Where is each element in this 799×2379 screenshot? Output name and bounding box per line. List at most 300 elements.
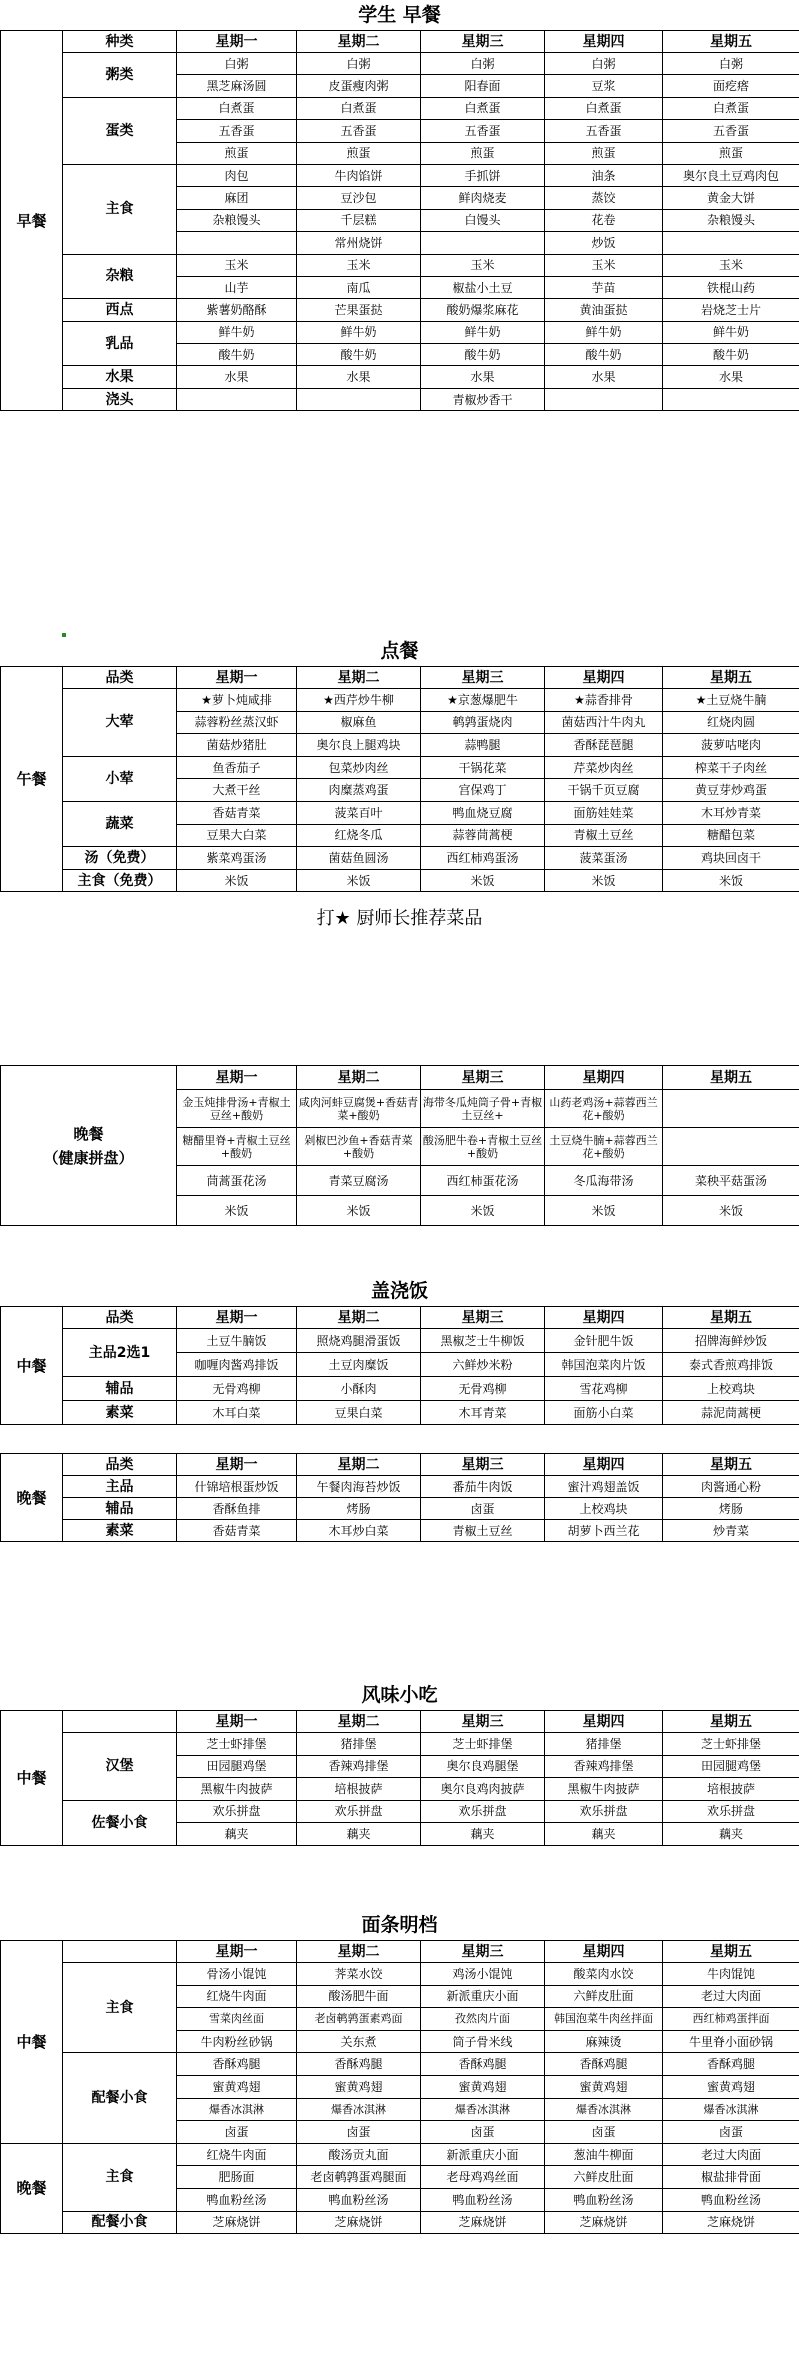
dish-cell: 常州烧饼 xyxy=(297,232,421,254)
dish-cell: 老母鸡鸡丝面 xyxy=(421,2166,545,2189)
dish-cell: 爆香冰淇淋 xyxy=(177,2098,297,2121)
dish-cell: 孜然肉片面 xyxy=(421,2008,545,2031)
order-section xyxy=(0,636,799,934)
dish-cell: 肉包 xyxy=(177,164,297,186)
dish-cell: 手抓饼 xyxy=(421,164,545,186)
table-row xyxy=(1,254,799,276)
category-label: 乳品 xyxy=(63,321,177,366)
category-label: 主食 xyxy=(63,1963,177,2053)
dish-cell: 紫菜鸡蛋汤 xyxy=(177,847,297,870)
dish-cell: 煎蛋 xyxy=(545,142,663,164)
dish-cell: 酸牛奶 xyxy=(297,344,421,366)
dish-cell: 干锅花菜 xyxy=(421,756,545,779)
dish-cell: 牛肉馄饨 xyxy=(663,1963,799,1986)
dish-cell: 香酥鸡腿 xyxy=(663,2053,799,2076)
noodle-table xyxy=(0,1940,799,2234)
day-header: 星期五 xyxy=(663,1454,799,1476)
dish-cell: 牛肉粉丝砂锅 xyxy=(177,2030,297,2053)
dish-cell: 番茄牛肉饭 xyxy=(421,1476,545,1498)
noodle-section xyxy=(0,1910,799,2234)
dish-cell: 炒饭 xyxy=(545,232,663,254)
dish-cell: 肉糜蒸鸡蛋 xyxy=(297,779,421,802)
day-header: 星期二 xyxy=(297,1307,421,1329)
dish-cell: 卤蛋 xyxy=(297,2121,421,2144)
dish-cell: ★土豆烧牛腩 xyxy=(663,689,799,712)
dish-cell: ★西芹炒牛柳 xyxy=(297,689,421,712)
dish-cell: 烤肠 xyxy=(663,1498,799,1520)
dish-cell: ★萝卜炖咸排 xyxy=(177,689,297,712)
dish-cell: 面筋娃娃菜 xyxy=(545,801,663,824)
dish-cell: 麻团 xyxy=(177,187,297,209)
dish-cell: 新派重庆小面 xyxy=(421,2143,545,2166)
rice-section xyxy=(0,1276,799,1542)
category-header xyxy=(63,1941,177,1963)
dish-cell: 无骨鸡柳 xyxy=(177,1377,297,1401)
dish-cell: 菌菇鱼圆汤 xyxy=(297,847,421,870)
dish-cell: 土豆肉糜饭 xyxy=(297,1353,421,1377)
category-label: 主品2选1 xyxy=(63,1329,177,1377)
dish-cell: 芒果蛋挞 xyxy=(297,299,421,321)
day-header: 星期二 xyxy=(297,1454,421,1476)
dish-cell: 酸菜肉水饺 xyxy=(545,1963,663,1986)
dish-cell: 香辣鸡排堡 xyxy=(297,1755,421,1778)
dish-cell: 鸡块回卤干 xyxy=(663,847,799,870)
dish-cell: 肉酱通心粉 xyxy=(663,1476,799,1498)
dish-cell: 爆香冰淇淋 xyxy=(545,2098,663,2121)
dish-cell: 水果 xyxy=(297,366,421,388)
dish-cell xyxy=(177,232,297,254)
table-row xyxy=(1,1329,799,1353)
dish-cell: 鸭血粉丝汤 xyxy=(297,2188,421,2211)
category-label: 主食 xyxy=(63,2143,177,2211)
dish-cell: 米饭 xyxy=(663,1196,799,1226)
dish-cell: 玉米 xyxy=(663,254,799,276)
dish-cell: 牛里脊小面砂锅 xyxy=(663,2030,799,2053)
dish-cell: 豆果白菜 xyxy=(297,1401,421,1425)
dish-cell: 菠萝咕咾肉 xyxy=(663,734,799,757)
table-row xyxy=(1,869,799,892)
rice-dinner-table xyxy=(0,1453,799,1542)
dish-cell: 山药老鸡汤+蒜蓉西兰花+酸奶 xyxy=(545,1090,663,1128)
category-header: 品类 xyxy=(63,1454,177,1476)
dish-cell: 酸牛奶 xyxy=(663,344,799,366)
category-label: 素菜 xyxy=(63,1401,177,1425)
dish-cell: 水果 xyxy=(177,366,297,388)
dish-cell: 黑椒牛肉披萨 xyxy=(177,1778,297,1801)
snack-section xyxy=(0,1680,799,1846)
dish-cell: 蜜汁鸡翅盖饭 xyxy=(545,1476,663,1498)
dinner-set-table xyxy=(0,1065,799,1226)
dish-cell: 青菜豆腐汤 xyxy=(297,1166,421,1196)
category-label: 蛋类 xyxy=(63,97,177,164)
dish-cell: ★京葱爆肥牛 xyxy=(421,689,545,712)
dish-cell: 面筋小白菜 xyxy=(545,1401,663,1425)
dish-cell: 黑椒牛肉披萨 xyxy=(545,1778,663,1801)
table-row xyxy=(1,299,799,321)
dish-cell: 酸奶爆浆麻花 xyxy=(421,299,545,321)
dish-cell: 香酥鱼排 xyxy=(177,1498,297,1520)
dish-cell: 西红柿鸡蛋拌面 xyxy=(663,2008,799,2031)
day-header: 星期四 xyxy=(545,1941,663,1963)
dish-cell: 米饭 xyxy=(421,1196,545,1226)
dish-cell: 藕夹 xyxy=(421,1823,545,1846)
dish-cell: 藕夹 xyxy=(177,1823,297,1846)
day-header: 星期四 xyxy=(545,1454,663,1476)
category-label: 粥类 xyxy=(63,53,177,98)
dish-cell: 白煮蛋 xyxy=(421,97,545,119)
category-label: 汤（免费） xyxy=(63,847,177,870)
dish-cell: 青椒土豆丝 xyxy=(545,824,663,847)
day-header: 星期四 xyxy=(545,1711,663,1733)
dish-cell: 欢乐拼盘 xyxy=(297,1800,421,1823)
category-label: 佐餐小食 xyxy=(63,1800,177,1845)
dish-cell: 香菇青菜 xyxy=(177,801,297,824)
dish-cell: 米饭 xyxy=(545,1196,663,1226)
dish-cell: 芝麻烧饼 xyxy=(663,2211,799,2234)
day-header: 星期四 xyxy=(545,1307,663,1329)
dish-cell: 蜜黄鸡翅 xyxy=(421,2075,545,2098)
day-header: 星期一 xyxy=(177,1066,297,1090)
dish-cell: 木耳青菜 xyxy=(421,1401,545,1425)
order-table xyxy=(0,666,799,892)
dish-cell: 米饭 xyxy=(545,869,663,892)
dish-cell: 金玉炖排骨汤+青椒土豆丝+酸奶 xyxy=(177,1090,297,1128)
meal-label: 晚餐 xyxy=(1,1454,63,1542)
category-label: 主食（免费） xyxy=(63,869,177,892)
dish-cell: 蒜泥茼蒿梗 xyxy=(663,1401,799,1425)
day-header: 星期一 xyxy=(177,31,297,53)
dish-cell xyxy=(663,232,799,254)
dish-cell: 鲜牛奶 xyxy=(421,321,545,343)
dish-cell: 韩国泡菜肉片饭 xyxy=(545,1353,663,1377)
table-row xyxy=(1,388,799,410)
dish-cell: 玉米 xyxy=(297,254,421,276)
dish-cell: 奥尔良土豆鸡肉包 xyxy=(663,164,799,186)
dish-cell: 蒜鸭腿 xyxy=(421,734,545,757)
day-header: 星期四 xyxy=(545,31,663,53)
category-label: 杂粮 xyxy=(63,254,177,299)
dish-cell: 黄豆芽炒鸡蛋 xyxy=(663,779,799,802)
dish-cell: 照烧鸡腿滑蛋饭 xyxy=(297,1329,421,1353)
dish-cell: 芝士虾排堡 xyxy=(663,1733,799,1756)
day-header: 星期一 xyxy=(177,1711,297,1733)
dish-cell: 爆香冰淇淋 xyxy=(663,2098,799,2121)
dish-cell: 鸡汤小馄饨 xyxy=(421,1963,545,1986)
dish-cell: 煎蛋 xyxy=(297,142,421,164)
category-label: 浇头 xyxy=(63,388,177,410)
dish-cell: 白粥 xyxy=(663,53,799,75)
dish-cell: 烤肠 xyxy=(297,1498,421,1520)
dish-cell: 六鲜皮肚面 xyxy=(545,1985,663,2008)
category-label: 汉堡 xyxy=(63,1733,177,1801)
dish-cell: 红烧牛肉面 xyxy=(177,2143,297,2166)
dish-cell: 大煮干丝 xyxy=(177,779,297,802)
dish-cell: 金针肥牛饭 xyxy=(545,1329,663,1353)
dish-cell: 藕夹 xyxy=(297,1823,421,1846)
category-label: 水果 xyxy=(63,366,177,388)
dish-cell: 菠菜百叶 xyxy=(297,801,421,824)
dish-cell: 香酥琵琶腿 xyxy=(545,734,663,757)
dish-cell: 奥尔良鸡腿堡 xyxy=(421,1755,545,1778)
dish-cell xyxy=(663,388,799,410)
dish-cell: 木耳白菜 xyxy=(177,1401,297,1425)
dish-cell: 上校鸡块 xyxy=(663,1377,799,1401)
dish-cell: 菌菇西汁牛肉丸 xyxy=(545,711,663,734)
dish-cell: 葱油牛柳面 xyxy=(545,2143,663,2166)
meal-label: 中餐 xyxy=(1,1941,63,2144)
dish-cell: 牛肉馅饼 xyxy=(297,164,421,186)
meal-label: 中餐 xyxy=(1,1307,63,1425)
dish-cell: 海带冬瓜炖筒子骨+青椒土豆丝+ xyxy=(421,1090,545,1128)
dish-cell: 豆沙包 xyxy=(297,187,421,209)
dish-cell: 茼蒿蛋花汤 xyxy=(177,1166,297,1196)
category-label: 西点 xyxy=(63,299,177,321)
dish-cell: 老过大肉面 xyxy=(663,1985,799,2008)
table-row xyxy=(1,321,799,343)
dish-cell: 红烧肉圆 xyxy=(663,711,799,734)
dish-cell: 米饭 xyxy=(177,869,297,892)
dish-cell: 五香蛋 xyxy=(177,120,297,142)
dish-cell: 玉米 xyxy=(421,254,545,276)
dish-cell: 欢乐拼盘 xyxy=(663,1800,799,1823)
dish-cell: 蜜黄鸡翅 xyxy=(297,2075,421,2098)
dish-cell: 蒜蓉茼蒿梗 xyxy=(421,824,545,847)
dish-cell: 白煮蛋 xyxy=(663,97,799,119)
table-row xyxy=(1,1733,799,1756)
meal-label xyxy=(1,1066,177,1226)
dish-cell: 白馒头 xyxy=(421,209,545,231)
dish-cell: 油条 xyxy=(545,164,663,186)
dish-cell: 六鲜炒米粉 xyxy=(421,1353,545,1377)
dish-cell: 鲜牛奶 xyxy=(297,321,421,343)
day-header: 星期五 xyxy=(663,667,799,689)
dish-cell: 鲜牛奶 xyxy=(663,321,799,343)
table-row xyxy=(1,164,799,186)
category-label: 蔬菜 xyxy=(63,801,177,846)
dish-cell: 玉米 xyxy=(177,254,297,276)
dish-cell xyxy=(177,388,297,410)
dish-cell: 六鲜皮肚面 xyxy=(545,2166,663,2189)
table-row xyxy=(1,53,799,75)
dish-cell: 香酥鸡腿 xyxy=(177,2053,297,2076)
dish-cell: 培根披萨 xyxy=(297,1778,421,1801)
day-header: 星期五 xyxy=(663,1066,799,1090)
day-header: 星期一 xyxy=(177,1307,297,1329)
day-header: 星期二 xyxy=(297,1066,421,1090)
dish-cell: 鸭血粉丝汤 xyxy=(545,2188,663,2211)
dish-cell: 豆果大白菜 xyxy=(177,824,297,847)
table-row xyxy=(1,1401,799,1425)
dish-cell: 香酥鸡腿 xyxy=(297,2053,421,2076)
dish-cell: 千层糕 xyxy=(297,209,421,231)
dish-cell: 米饭 xyxy=(297,869,421,892)
dish-cell: 水果 xyxy=(421,366,545,388)
dish-cell: 酸牛奶 xyxy=(421,344,545,366)
table-row xyxy=(1,1963,799,1986)
dish-cell: 香菇青菜 xyxy=(177,1520,297,1542)
dish-cell: 泰式香煎鸡排饭 xyxy=(663,1353,799,1377)
dish-cell: 卤蛋 xyxy=(421,2121,545,2144)
dish-cell: 五香蛋 xyxy=(545,120,663,142)
table-row xyxy=(1,756,799,779)
dish-cell: 招牌海鲜炒饭 xyxy=(663,1329,799,1353)
dish-cell: 猪排堡 xyxy=(297,1733,421,1756)
dish-cell: 新派重庆小面 xyxy=(421,1985,545,2008)
dish-cell: 午餐肉海苔炒饭 xyxy=(297,1476,421,1498)
category-label: 主品 xyxy=(63,1476,177,1498)
dish-cell: 鲜牛奶 xyxy=(545,321,663,343)
dish-cell: 岩烧芝士片 xyxy=(663,299,799,321)
dish-cell: 蜜黄鸡翅 xyxy=(177,2075,297,2098)
noodle-title: 面条明档 xyxy=(361,1914,438,1936)
dish-cell: 藕夹 xyxy=(545,1823,663,1846)
dish-cell: 白粥 xyxy=(545,53,663,75)
dish-cell: 黑椒芝士牛柳饭 xyxy=(421,1329,545,1353)
dish-cell: 白煮蛋 xyxy=(545,97,663,119)
dish-cell: 香辣鸡排堡 xyxy=(545,1755,663,1778)
dish-cell: 欢乐拼盘 xyxy=(421,1800,545,1823)
dish-cell: 韩国泡菜牛肉丝拌面 xyxy=(545,2008,663,2031)
dish-cell: 鱼香茄子 xyxy=(177,756,297,779)
dish-cell xyxy=(663,1090,799,1128)
dish-cell: 菠菜蛋汤 xyxy=(545,847,663,870)
category-header xyxy=(63,1711,177,1733)
dish-cell: 山芋 xyxy=(177,276,297,298)
dish-cell: 香酥鸡腿 xyxy=(545,2053,663,2076)
dish-cell: 香酥鸡腿 xyxy=(421,2053,545,2076)
dish-cell: 西红柿鸡蛋汤 xyxy=(421,847,545,870)
snack-table xyxy=(0,1710,799,1846)
meal-label-text: 晚餐 xyxy=(73,1124,104,1143)
dish-cell: 咸肉河蚌豆腐煲+香菇青菜+酸奶 xyxy=(297,1090,421,1128)
dish-cell: 鸭血烧豆腐 xyxy=(421,801,545,824)
day-header: 星期三 xyxy=(421,1941,545,1963)
meal-label: 午餐 xyxy=(1,667,63,892)
chef-recommend-note: 打★ 厨师长推荐菜品 xyxy=(316,908,483,930)
table-row xyxy=(1,2053,799,2076)
category-header: 种类 xyxy=(63,31,177,53)
dish-cell: 白煮蛋 xyxy=(177,97,297,119)
dish-cell xyxy=(421,232,545,254)
dish-cell: 田园腿鸡堡 xyxy=(663,1755,799,1778)
breakfast-table xyxy=(0,30,799,411)
dish-cell: 米饭 xyxy=(177,1196,297,1226)
dish-cell: 玉米 xyxy=(545,254,663,276)
dish-cell: 蜜黄鸡翅 xyxy=(663,2075,799,2098)
dish-cell: 椒盐排骨面 xyxy=(663,2166,799,2189)
dish-cell: 面疙瘩 xyxy=(663,75,799,97)
category-label: 主食 xyxy=(63,164,177,254)
dish-cell: 鲜肉烧麦 xyxy=(421,187,545,209)
day-header: 星期二 xyxy=(297,1941,421,1963)
dish-cell: 紫薯奶酪酥 xyxy=(177,299,297,321)
dish-cell: 杂粮馒头 xyxy=(663,209,799,231)
dish-cell: 南瓜 xyxy=(297,276,421,298)
category-header: 品类 xyxy=(63,667,177,689)
snack-title: 风味小吃 xyxy=(361,1684,438,1706)
dish-cell: 雪菜肉丝面 xyxy=(177,2008,297,2031)
dish-cell: 阳春面 xyxy=(421,75,545,97)
rice-lunch-table xyxy=(0,1306,799,1425)
dish-cell: 包菜炒肉丝 xyxy=(297,756,421,779)
dish-cell: 欢乐拼盘 xyxy=(545,1800,663,1823)
day-header: 星期一 xyxy=(177,1454,297,1476)
day-header: 星期一 xyxy=(177,1941,297,1963)
dish-cell: 麻辣烫 xyxy=(545,2030,663,2053)
breakfast-section xyxy=(0,0,799,411)
dish-cell: 米饭 xyxy=(297,1196,421,1226)
dish-cell: 芝麻烧饼 xyxy=(545,2211,663,2234)
dish-cell: 芹菜炒肉丝 xyxy=(545,756,663,779)
dish-cell: 花卷 xyxy=(545,209,663,231)
dish-cell: 豆浆 xyxy=(545,75,663,97)
dish-cell: 酸汤肥牛面 xyxy=(297,1985,421,2008)
dish-cell: 鹌鹑蛋烧肉 xyxy=(421,711,545,734)
dish-cell: 宫保鸡丁 xyxy=(421,779,545,802)
dish-cell: 奥尔良上腿鸡块 xyxy=(297,734,421,757)
dish-cell: 无骨鸡柳 xyxy=(421,1377,545,1401)
table-row xyxy=(1,366,799,388)
dish-cell: 什锦培根蛋炒饭 xyxy=(177,1476,297,1498)
dish-cell: 芝士虾排堡 xyxy=(421,1733,545,1756)
breakfast-title: 学生 早餐 xyxy=(358,4,441,26)
table-row xyxy=(1,689,799,712)
dish-cell: 冬瓜海带汤 xyxy=(545,1166,663,1196)
day-header: 星期三 xyxy=(421,1307,545,1329)
dish-cell: 青椒炒香干 xyxy=(421,388,545,410)
dish-cell: 黄油蛋挞 xyxy=(545,299,663,321)
dish-cell: 蒜蓉粉丝蒸汉虾 xyxy=(177,711,297,734)
dish-cell: 上校鸡块 xyxy=(545,1498,663,1520)
dish-cell: 猪排堡 xyxy=(545,1733,663,1756)
category-label: 大荤 xyxy=(63,689,177,757)
dish-cell: 木耳炒白菜 xyxy=(297,1520,421,1542)
dish-cell: 爆香冰淇淋 xyxy=(421,2098,545,2121)
dish-cell: 酸汤肥牛卷+青椒土豆丝+酸奶 xyxy=(421,1128,545,1166)
category-label: 配餐小食 xyxy=(63,2211,177,2234)
dinner-set-section xyxy=(0,1065,799,1226)
category-label: 配餐小食 xyxy=(63,2053,177,2143)
dish-cell: ★蒜香排骨 xyxy=(545,689,663,712)
dish-cell: 奥尔良鸡肉披萨 xyxy=(421,1778,545,1801)
dish-cell: 卤蛋 xyxy=(545,2121,663,2144)
dish-cell xyxy=(297,388,421,410)
dish-cell: 土豆烧牛腩+蒜蓉西兰花+酸奶 xyxy=(545,1128,663,1166)
dish-cell: 咖喱肉酱鸡排饭 xyxy=(177,1353,297,1377)
dish-cell: 青椒土豆丝 xyxy=(421,1520,545,1542)
day-header: 星期五 xyxy=(663,1711,799,1733)
dish-cell: 芝麻烧饼 xyxy=(421,2211,545,2234)
dish-cell: 鸭血粉丝汤 xyxy=(663,2188,799,2211)
day-header: 星期三 xyxy=(421,1711,545,1733)
dish-cell: 蜜黄鸡翅 xyxy=(545,2075,663,2098)
day-header: 星期二 xyxy=(297,1711,421,1733)
dish-cell: 白煮蛋 xyxy=(297,97,421,119)
dish-cell: 木耳炒青菜 xyxy=(663,801,799,824)
dish-cell: 五香蛋 xyxy=(663,120,799,142)
dish-cell: 水果 xyxy=(663,366,799,388)
dish-cell: 皮蛋瘦肉粥 xyxy=(297,75,421,97)
dish-cell: 蒸饺 xyxy=(545,187,663,209)
day-header: 星期五 xyxy=(663,1941,799,1963)
dish-cell: 芝麻烧饼 xyxy=(177,2211,297,2234)
dish-cell: 水果 xyxy=(545,366,663,388)
category-label: 辅品 xyxy=(63,1498,177,1520)
dish-cell: 煎蛋 xyxy=(663,142,799,164)
table-row xyxy=(1,801,799,824)
dish-cell: 肥肠面 xyxy=(177,2166,297,2189)
table-row xyxy=(1,1476,799,1498)
